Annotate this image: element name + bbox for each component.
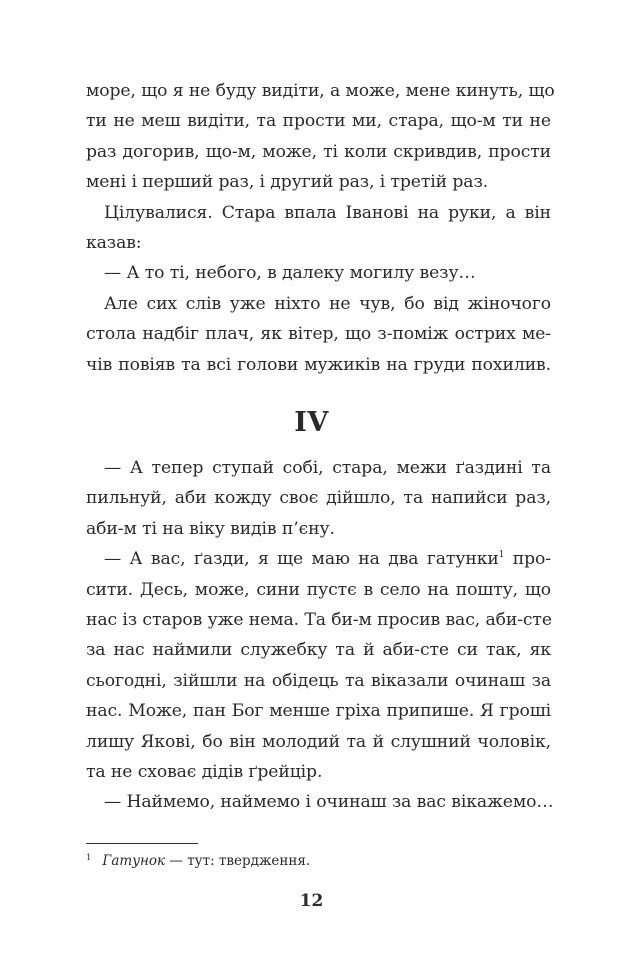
text-line: мені і перший раз, і другий раз, і третій раз.: [86, 172, 489, 193]
text-line: — А тепер ступай собі, стара, межи ґаздині та: [104, 458, 551, 478]
text-line: та не сховає дідів ґрейцір.: [86, 762, 323, 783]
footnote-mark: 1: [86, 853, 92, 863]
footnote: [86, 849, 310, 870]
text-line: ти не меш видіти, та прости ми, стара, що-м ти не: [86, 111, 551, 132]
text-line: аби-м ті на віку видів п’єну.: [86, 518, 335, 539]
text-line: сьогодні, зійшли на обідець та віказали очинаш за: [86, 670, 551, 691]
text-line-with-footnote: [86, 544, 551, 574]
text-line: Але сих слів уже ніхто не чув, бо від жіночого: [104, 293, 551, 314]
footnote-divider: [86, 843, 198, 844]
text-line: пильнуй, аби кожду своє дійшло, та напийси раз,: [86, 488, 551, 509]
text-line: нас із старов уже нема. Та би-м просив вас, аби-сте: [86, 610, 552, 631]
text-line: казав:: [86, 233, 142, 254]
line-tail: про-: [504, 549, 551, 570]
text-line: за нас наймили служебку та й аби-сте си так, як: [86, 640, 551, 661]
text-line: чів повіяв та всі голови мужиків на груди похилив.: [86, 354, 551, 375]
text-line: — Наймемо, наймемо і очинаш за вас вікажемо…: [104, 792, 554, 813]
chapter-heading: IV: [294, 407, 329, 438]
line-text: — А вас, ґазди, я ще маю на два гатунки: [104, 549, 499, 570]
footnote-reference[interactable]: 1: [498, 550, 505, 561]
text-line: сити. Десь, може, сини пустє в село на пошту, що: [86, 579, 551, 600]
text-line: Цілувалися. Стара впала Іванові на руки, а він: [104, 202, 551, 223]
text-line: стола надбіг плач, як вітер, що з-поміж острих ме-: [86, 324, 551, 345]
text-block-bottom: [86, 453, 554, 818]
text-line: нас. Може, пан Бог менше гріха припише. Я гроші: [86, 701, 551, 722]
text-line: лишу Якові, бо він молодий та й слушний чоловік,: [86, 731, 551, 752]
text-line: — А то ті, небого, в далеку могилу везу…: [104, 263, 476, 284]
text-block-top: [86, 76, 555, 380]
footnote-term: Гатунок: [102, 853, 166, 869]
page-number: 12: [299, 891, 324, 911]
text-line: море, що я не буду видіти, а може, мене кинуть, що: [86, 81, 555, 101]
footnote-text: — тут: твердження.: [165, 853, 311, 869]
text-line: раз догорив, що-м, може, ті коли скривдив, прости: [86, 141, 551, 162]
